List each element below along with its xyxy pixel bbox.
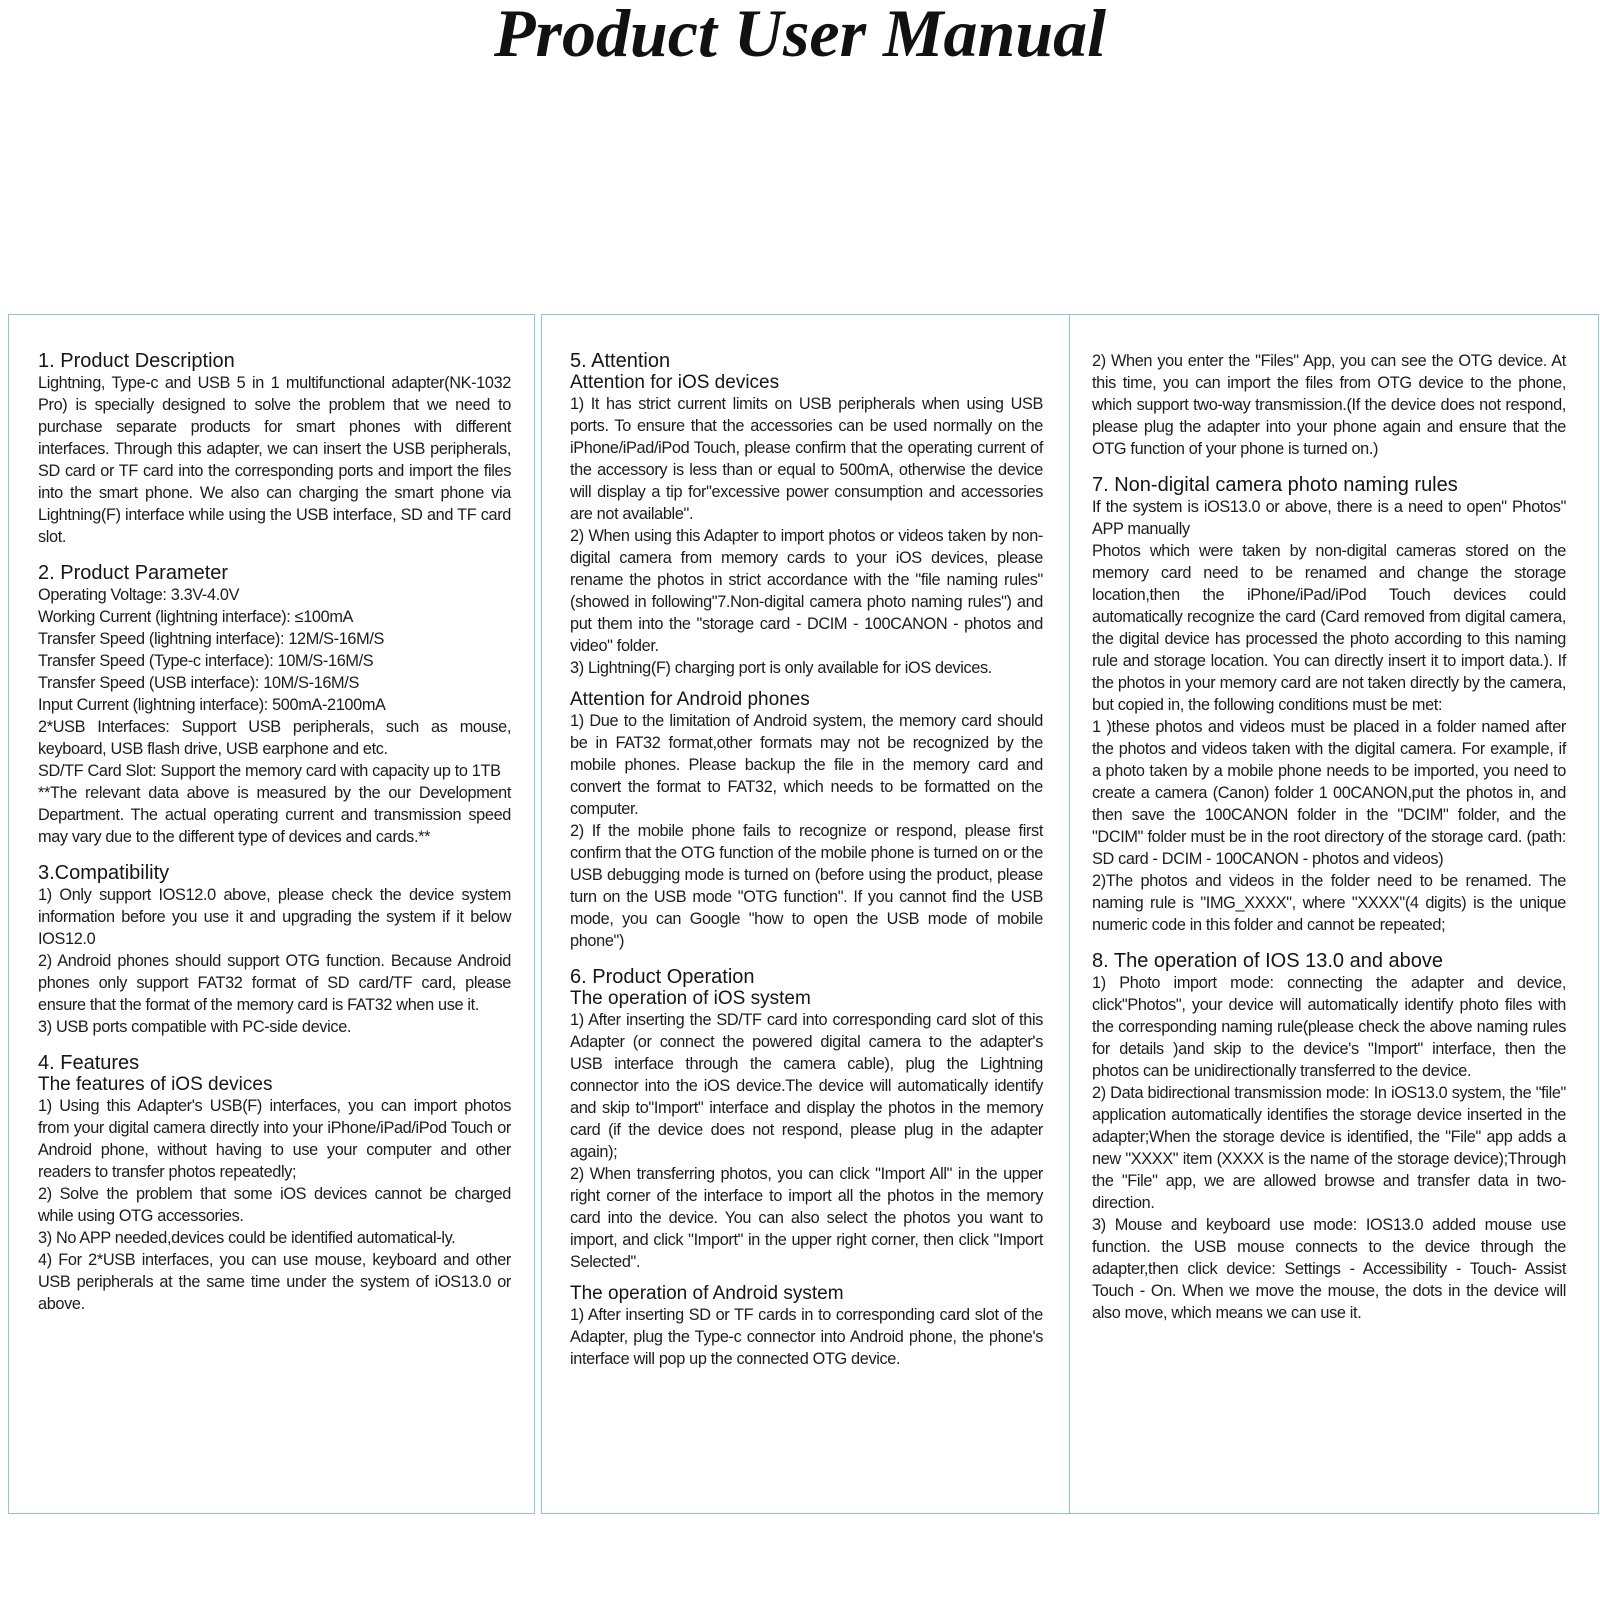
feature-item: 2) Solve the problem that some iOS devices cannot be charged while using OTG accessories. bbox=[38, 1185, 511, 1225]
section-product-parameter bbox=[38, 562, 511, 848]
section-product-description bbox=[38, 350, 511, 548]
section-subheading: The features of iOS devices bbox=[38, 1074, 273, 1095]
spacer bbox=[570, 1273, 1043, 1283]
operation-item: 1) After inserting the SD/TF card into corresponding card slot of this Adapter (or connect the powered digital camera to the adapter's USB interface through the camera cable), plug the Lightning connector into the iOS device.The device will automatically identify and skip to"Import" interface and display the photos in the memory card (if the device does not respond, please plug in the adapter again); bbox=[570, 1011, 1043, 1161]
attention-item: 2) When using this Adapter to import photos or videos taken by non-digital camera from memory cards to your iOS devices, please rename the photos in strict accordance with the "file naming rules"(showed in following"7.Non-digital camera photo naming rules") and put them into the "storage card - DCIM - 100CANON - photos and video" folder. bbox=[570, 527, 1043, 655]
compatibility-item: 1) Only support IOS12.0 above, please check the device system information before you use it and upgrading the system if it below IOS12.0 bbox=[38, 886, 511, 948]
section-product-operation bbox=[570, 966, 1043, 1370]
attention-item: 2) If the mobile phone fails to recognize or respond, please first confirm that the OTG function of the mobile phone is turned on or the USB debugging mode is turned on (before using the product, please turn on the USB mode "OTG function". If you cannot find the USB mode, you can Google "how to open the USB mode of mobile phone") bbox=[570, 822, 1043, 950]
section-body: Lightning, Type-c and USB 5 in 1 multifunctional adapter(NK-1032 Pro) is specially designed to solve the problem that we need to purchase separate products for smart phones with different interfaces. Through this adapter, we can insert the USB peripherals, SD card or TF card into the corresponding ports and import the files into the smart phone. We also can charging the smart phone via Lightning(F) interface while using the USB interface, SD and TF card slot. bbox=[38, 374, 511, 546]
section-heading: 2. Product Parameter bbox=[38, 562, 229, 584]
compatibility-item: 3) USB ports compatible with PC-side device. bbox=[38, 1018, 352, 1036]
section-heading: 8. The operation of IOS 13.0 and above bbox=[1092, 950, 1443, 972]
ios13-item: 3) Mouse and keyboard use mode: IOS13.0 added mouse use function. the USB mouse connects to the device through the adapter,then click device: Settings - Accessibility - Touch- Assist Touch - On. When we move the mouse, the dots in the device will also move, which means we can use it. bbox=[1092, 1216, 1566, 1322]
parameter-line: Input Current (lightning interface): 500mA-2100mA bbox=[38, 696, 386, 714]
section-subheading: Attention for Android phones bbox=[570, 689, 810, 710]
feature-item: 4) For 2*USB interfaces, you can use mouse, keyboard and other USB peripherals at the same time under the system of iOS13.0 or above. bbox=[38, 1251, 511, 1313]
page-title: Product User Manual bbox=[493, 0, 1107, 71]
section-heading: 3.Compatibility bbox=[38, 862, 170, 884]
ios13-item: 1) Photo import mode: connecting the adapter and device, click"Photos", your device will automatically identify photo files with the corresponding naming rule(please check the above naming rules for details )and skip to the device's "Import" interface, then the photos can be unidirectionally transferred to the device. bbox=[1092, 974, 1566, 1080]
section-subheading: The operation of Android system bbox=[570, 1283, 844, 1304]
attention-item: 3) Lightning(F) charging port is only available for iOS devices. bbox=[570, 659, 992, 677]
section-attention bbox=[570, 350, 1043, 952]
operation-item: 1) After inserting SD or TF cards in to corresponding card slot of the Adapter, plug the Type-c connector into Android phone, the phone's interface will pop up the connected OTG device. bbox=[570, 1306, 1043, 1368]
parameter-line: 2*USB Interfaces: Support USB peripherals, such as mouse, keyboard, USB flash drive, USB earphone and etc. bbox=[38, 718, 511, 758]
section-subheading: Attention for iOS devices bbox=[570, 372, 780, 393]
section-heading: 1. Product Description bbox=[38, 350, 235, 372]
section-features bbox=[38, 1052, 511, 1315]
parameter-line: SD/TF Card Slot: Support the memory card with capacity up to 1TB bbox=[38, 762, 501, 780]
compatibility-item: 2) Android phones should support OTG function. Because Android phones only support FAT32 format of SD card/TF card, please ensure that the format of the memory card is FAT32 when use it. bbox=[38, 952, 511, 1014]
parameter-note: **The relevant data above is measured by the our Development Department. The actual operating current and transmission speed may vary due to the different type of devices and cards.** bbox=[38, 784, 511, 846]
parameter-line: Transfer Speed (USB interface): 10M/S-16M/S bbox=[38, 674, 359, 692]
parameter-line: Transfer Speed (lightning interface): 12M/S-16M/S bbox=[38, 630, 385, 648]
column-1 bbox=[38, 350, 511, 1329]
parameter-line: Working Current (lightning interface): ≤100mA bbox=[38, 608, 354, 626]
naming-body: Photos which were taken by non-digital cameras stored on the memory card need to be renamed and change the storage location,then the iPhone/iPad/iPod Touch devices could automatically recognize the card (Card removed from digital camera, the digital device has processed the photo according to this naming rule and storage location. You can directly insert it to import data.). If the photos in your memory card are not taken directly by the camera, but copied in, the following conditions must be met: bbox=[1092, 542, 1566, 714]
feature-item: 1) Using this Adapter's USB(F) interfaces, you can import photos from your digital camera directly into your iPhone/iPad/iPod Touch or Android phone, without having to use your computer and other readers to transfer photos repeatedly; bbox=[38, 1097, 511, 1181]
feature-item: 3) No APP needed,devices could be identified automatical-ly. bbox=[38, 1229, 456, 1247]
section-ios13-operation bbox=[1092, 950, 1566, 1324]
section-continued bbox=[1092, 350, 1566, 460]
parameter-line: Transfer Speed (Type-c interface): 10M/S-16M/S bbox=[38, 652, 374, 670]
operation-item: 2) When you enter the "Files" App, you can see the OTG device. At this time, you can import the files from OTG device to the phone, which support two-way transmission.(If the device does not respond, please plug the adapter into your phone again and ensure that the OTG function of your phone is turned on.) bbox=[1092, 352, 1566, 458]
column-3 bbox=[1092, 350, 1566, 1338]
attention-item: 1) It has strict current limits on USB peripherals when using USB ports. To ensure that the accessories can be used normally on the iPhone/iPad/iPod Touch, please confirm that the operating current of the accessory is less than or equal to 500mA, otherwise the device will display a tip for"excessive power consumption and accessories are not available". bbox=[570, 395, 1043, 523]
operation-item: 2) When transferring photos, you can click "Import All" in the upper right corner of the interface to import all the photos in the memory card into the device. You can also select the photos you want to import, and click "Import" in the upper right corner, then click "Import Selected". bbox=[570, 1165, 1043, 1271]
section-heading: 5. Attention bbox=[570, 350, 671, 372]
attention-item: 1) Due to the limitation of Android system, the memory card should be in FAT32 format,other formats may not be recognized by the mobile phones. Please backup the file in the memory card and convert the format to FAT32, which needs to be formatted on the computer. bbox=[570, 712, 1043, 818]
section-heading: 4. Features bbox=[38, 1052, 140, 1074]
section-subheading: The operation of iOS system bbox=[570, 988, 811, 1009]
ios13-item: 2) Data bidirectional transmission mode: In iOS13.0 system, the "file" application automatically identifies the storage device inserted in the adapter;When the storage device is identified, the "File" app adds a new "XXXX" item (XXXX is the name of the storage device);Through the "File" app, we are allowed browse and transfer data in two-direction. bbox=[1092, 1084, 1566, 1212]
naming-intro: If the system is iOS13.0 or above, there is a need to open" Photos" APP manually bbox=[1092, 498, 1566, 538]
section-heading: 6. Product Operation bbox=[570, 966, 755, 988]
naming-item: 2)The photos and videos in the folder need to be renamed. The naming rule is "IMG_XXXX", where "XXXX"(4 digits) is the unique numeric code in this folder and cannot be repeated; bbox=[1092, 872, 1566, 934]
parameter-line: Operating Voltage: 3.3V-4.0V bbox=[38, 586, 240, 604]
naming-item: 1 )these photos and videos must be placed in a folder named after the photos and videos taken with the digital camera. For example, if a photo taken by a mobile phone needs to be imported, you need to create a camera (Canon) folder 1 00CANON,put the photos in, and then save the 100CANON folder in the "DCIM" folder, and the "DCIM" folder must be in the root directory of the storage card. (path: SD card - DCIM - 100CANON - photos and videos) bbox=[1092, 718, 1566, 868]
section-naming-rules bbox=[1092, 474, 1566, 936]
column-2 bbox=[570, 350, 1043, 1384]
section-heading: 7. Non-digital camera photo naming rules bbox=[1092, 474, 1458, 496]
section-compatibility bbox=[38, 862, 511, 1038]
spacer bbox=[570, 679, 1043, 689]
